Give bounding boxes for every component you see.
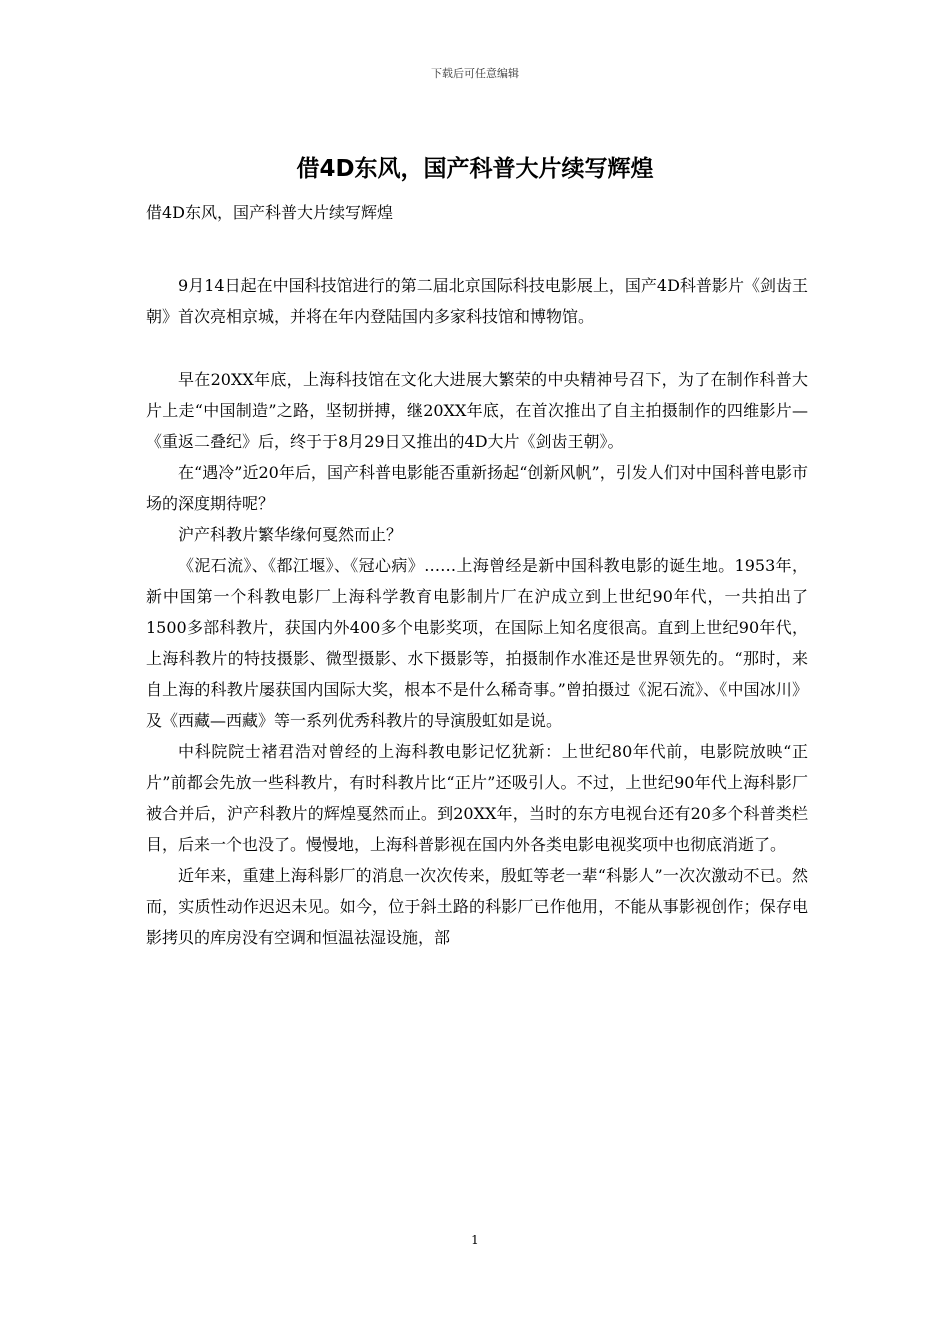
paragraph-6: 近年来，重建上海科影厂的消息一次次传来，殷虹等老一辈“科影人”一次次激动不已。然而，实质性动作迟迟未见。如今，位于斜土路的科影厂已作他用，不能从事影视创作；保存电影拷贝的库房没有空调和恒温祛湿设施，部 [146,866,808,947]
document-title: 借4D东风，国产科普大片续写辉煌 [296,156,654,182]
page-header: 下载后可任意编辑 [431,67,519,80]
paragraph-1: 9月14日起在中国科技馆进行的第二届北京国际科技电影展上，国产4D科普影片《剑齿王朝》首次亮相京城，并将在年内登陆国内多家科技馆和博物馆。 [146,276,808,326]
paragraph-2: 早在20XX年底，上海科技馆在文化大进展大繁荣的中央精神号召下，为了在制作科普大片上走“中国制造”之路，坚韧拼搏，继20XX年底，在首次推出了自主拍摄制作的四维影片—《重返二叠纪》后，终于于8月29日又推出的4D大片《剑齿王朝》。 [146,370,808,451]
paragraph-5: 中科院院士褚君浩对曾经的上海科教电影记忆犹新：上世纪80年代前，电影院放映“正片”前都会先放一些科教片，有时科教片比“正片”还吸引人。不过，上世纪90年代上海科影厂被合并后，沪产科教片的辉煌戛然而止。到20XX年，当时的东方电视台还有20多个科普类栏目，后来一个也没了。慢慢地，上海科普影视在国内外各类电影电视奖项中也彻底消逝了。 [146,742,808,854]
paragraph-3: 在“遇冷”近20年后，国产科普电影能否重新扬起“创新风帆”，引发人们对中国科普电影市场的深度期待呢？ [146,463,808,513]
document-subtitle: 借4D东风，国产科普大片续写辉煌 [146,203,394,222]
document-body [146,270,808,953]
page-number: 1 [471,1233,479,1247]
section-heading: 沪产科教片繁华缘何戛然而止？ [178,525,403,544]
paragraph-4: 《泥石流》、《都江堰》、《冠心病》……上海曾经是新中国科教电影的诞生地。1953年，新中国第一个科教电影厂上海科学教育电影制片厂在沪成立到上世纪90年代，一共拍出了1500多部科教片，获国内外400多个电影奖项，在国际上知名度很高。直到上世纪90年代，上海科教片的特技摄影、微型摄影、水下摄影等，拍摄制作水准还是世界领先的。“那时，来自上海的科教片屡获国内国际大奖，根本不是什么稀奇事。”曾拍摄过《泥石流》、《中国冰川》及《西藏—西藏》等一系列优秀科教片的导演殷虹如是说。 [146,556,808,730]
